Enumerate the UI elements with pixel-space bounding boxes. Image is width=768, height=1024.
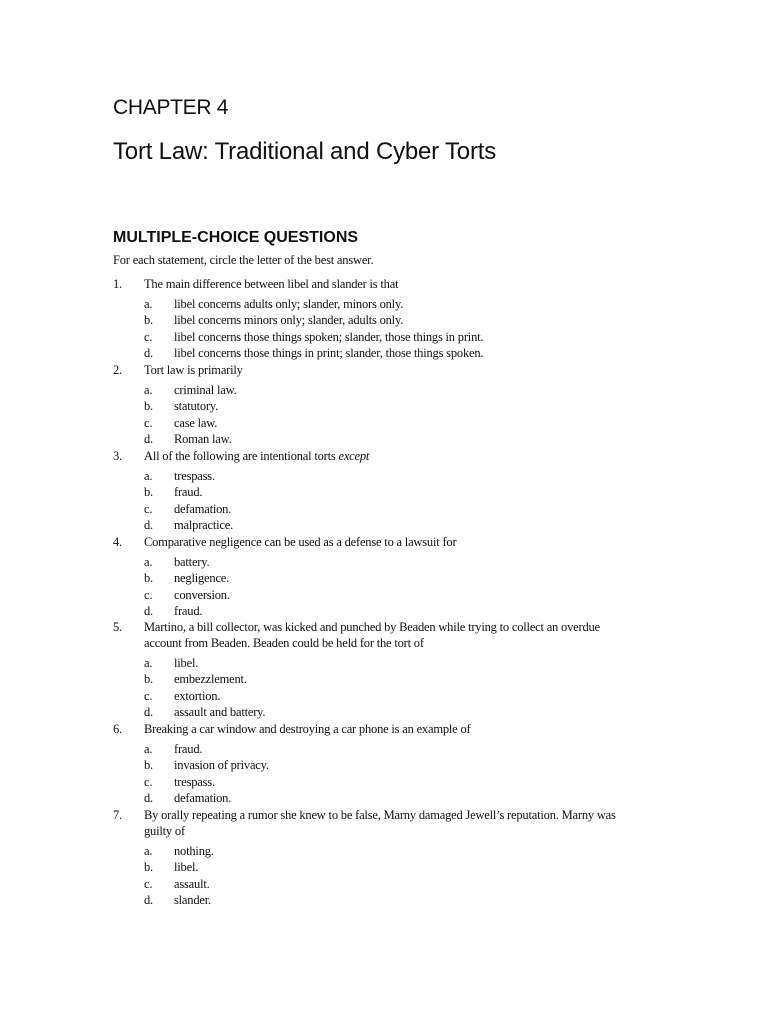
option-letter: a. <box>144 555 153 569</box>
question-number: 4. <box>113 535 122 549</box>
question-stem-emphasis: except <box>338 449 370 463</box>
option-letter: a. <box>144 656 153 670</box>
answer-option <box>113 741 633 757</box>
option-letter: a. <box>144 844 153 858</box>
option-text: assault. <box>174 876 210 891</box>
answer-option <box>113 554 633 570</box>
option-letter: d. <box>144 431 153 446</box>
answer-option <box>113 398 633 414</box>
option-text: case law. <box>174 415 218 430</box>
answer-option <box>113 345 633 361</box>
option-letter: c. <box>144 688 153 703</box>
question-5 <box>113 619 633 720</box>
answer-option <box>113 468 633 484</box>
option-letter: c. <box>144 415 153 430</box>
answer-option <box>113 774 633 790</box>
answer-option <box>113 517 633 533</box>
option-letter: d. <box>144 345 153 360</box>
option-text: slander. <box>174 892 211 907</box>
instructions: For each statement, circle the letter of the best answer. <box>113 253 374 267</box>
section-heading: MULTIPLE-CHOICE QUESTIONS <box>113 229 359 246</box>
answer-options <box>113 296 633 361</box>
question-1 <box>113 276 633 361</box>
option-letter: b. <box>144 485 153 500</box>
option-letter: b. <box>144 672 153 687</box>
question-stem <box>144 721 633 737</box>
chapter-title: Tort Law: Traditional and Cyber Torts <box>113 138 497 165</box>
question-number: 5. <box>113 620 122 634</box>
answer-option <box>113 415 633 431</box>
option-letter: c. <box>144 501 153 516</box>
question-stem-text: All of the following are intentional torts <box>144 449 339 463</box>
answer-option <box>113 603 633 619</box>
question-3 <box>113 448 633 533</box>
option-letter: d. <box>144 790 153 805</box>
option-text: defamation. <box>174 501 232 516</box>
option-text: defamation. <box>174 790 232 805</box>
answer-option <box>113 843 633 859</box>
question-stem-text: Martino, a bill collector, was kicked and punched by Beaden while trying to collect an overdue account from Beaden. Beaden could be held for the tort of <box>144 620 600 650</box>
question-stem-text: Breaking a car window and destroying a car phone is an example of <box>144 722 471 736</box>
option-letter: a. <box>144 469 153 483</box>
question-number: 1. <box>113 277 122 291</box>
option-letter: d. <box>144 892 153 907</box>
answer-option <box>113 859 633 875</box>
answer-option <box>113 501 633 517</box>
question-number: 2. <box>113 363 122 377</box>
answer-option <box>113 587 633 603</box>
answer-options <box>113 741 633 806</box>
option-text: libel concerns those things spoken; slander, those things in print. <box>174 329 484 344</box>
answer-option <box>113 688 633 704</box>
answer-option <box>113 892 633 908</box>
option-letter: b. <box>144 571 153 586</box>
answer-options <box>113 655 633 720</box>
question-stem-text: Comparative negligence can be used as a defense to a lawsuit for <box>144 535 457 549</box>
option-text: libel. <box>174 860 199 875</box>
answer-option <box>113 655 633 671</box>
chapter-label: CHAPTER 4 <box>113 96 229 119</box>
option-letter: a. <box>144 383 153 397</box>
answer-option <box>113 312 633 328</box>
question-stem-text: By orally repeating a rumor she knew to be false, Marny damaged Jewell’s reputation. Marny was guilty of <box>144 808 616 838</box>
question-stem-text: Tort law is primarily <box>144 363 243 377</box>
option-text: invasion of privacy. <box>174 758 269 773</box>
answer-options <box>113 468 633 533</box>
option-text: libel concerns those things in print; slander, those things spoken. <box>174 345 484 360</box>
option-text: criminal law. <box>174 383 237 397</box>
option-text: fraud. <box>174 485 203 500</box>
answer-options <box>113 843 633 908</box>
option-text: statutory. <box>174 399 219 414</box>
option-text: libel concerns minors only; slander, adults only. <box>174 313 404 328</box>
question-4 <box>113 534 633 619</box>
option-text: libel. <box>174 656 199 670</box>
question-stem <box>144 276 633 292</box>
answer-option <box>113 671 633 687</box>
answer-options <box>113 382 633 447</box>
question-number: 7. <box>113 808 122 822</box>
question-stem <box>144 807 633 839</box>
question-number: 3. <box>113 449 122 463</box>
option-text: nothing. <box>174 844 214 858</box>
option-text: Roman law. <box>174 431 232 446</box>
option-letter: b. <box>144 860 153 875</box>
option-letter: a. <box>144 297 153 311</box>
option-letter: c. <box>144 774 153 789</box>
question-7 <box>113 807 633 908</box>
option-text: trespass. <box>174 469 215 483</box>
option-text: libel concerns adults only; slander, minors only. <box>174 297 404 311</box>
option-text: conversion. <box>174 587 230 602</box>
answer-option <box>113 296 633 312</box>
option-text: fraud. <box>174 742 203 756</box>
answer-option <box>113 329 633 345</box>
option-letter: c. <box>144 329 153 344</box>
question-stem <box>144 362 633 378</box>
answer-option <box>113 570 633 586</box>
option-letter: c. <box>144 876 153 891</box>
option-letter: a. <box>144 742 153 756</box>
answer-option <box>113 790 633 806</box>
question-number: 6. <box>113 722 122 736</box>
option-text: malpractice. <box>174 517 234 532</box>
option-text: fraud. <box>174 603 203 618</box>
option-letter: b. <box>144 758 153 773</box>
option-letter: d. <box>144 517 153 532</box>
option-letter: d. <box>144 704 153 719</box>
option-text: battery. <box>174 555 210 569</box>
option-text: trespass. <box>174 774 215 789</box>
option-text: assault and battery. <box>174 704 266 719</box>
answer-option <box>113 876 633 892</box>
answer-option <box>113 704 633 720</box>
answer-option <box>113 757 633 773</box>
question-stem <box>144 448 633 464</box>
answer-option <box>113 484 633 500</box>
question-6 <box>113 721 633 806</box>
option-letter: b. <box>144 313 153 328</box>
question-stem-text: The main difference between libel and slander is that <box>144 277 399 291</box>
option-text: negligence. <box>174 571 230 586</box>
option-text: embezzlement. <box>174 672 247 687</box>
question-stem <box>144 534 633 550</box>
answer-option <box>113 431 633 447</box>
option-letter: c. <box>144 587 153 602</box>
question-2 <box>113 362 633 447</box>
option-text: extortion. <box>174 688 221 703</box>
answer-options <box>113 554 633 619</box>
question-stem <box>144 619 633 651</box>
option-letter: b. <box>144 399 153 414</box>
option-letter: d. <box>144 603 153 618</box>
answer-option <box>113 382 633 398</box>
